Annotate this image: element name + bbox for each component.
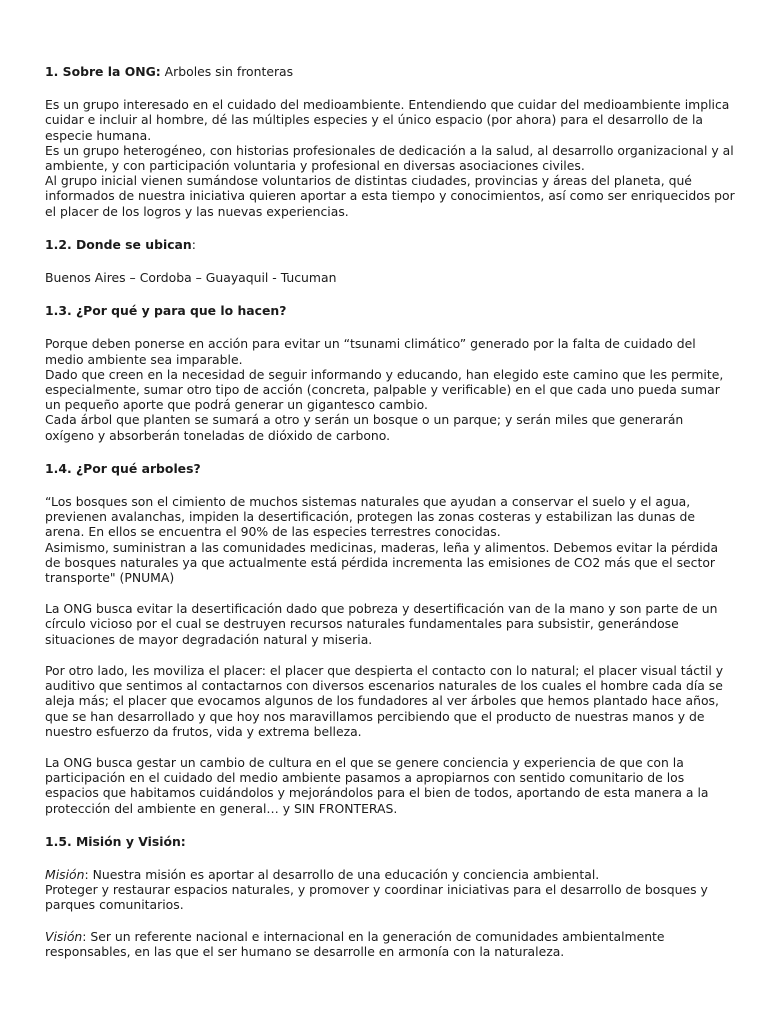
mission-label: Misión	[45, 866, 85, 882]
section-1-paragraph: Al grupo inicial vienen sumándose voluntarios de distintas ciudades, provincias y áreas del planeta, qué informados de nuestra iniciativa quieren aportar a esta tiempo y conocimientos, así como ser enriquecidos por el placer de los logros y las nuevas experiencias.	[45, 173, 735, 219]
section-1-body	[45, 97, 735, 219]
section-1-4-paragraph-3	[45, 663, 735, 739]
culture-change-paragraph: La ONG busca gestar un cambio de cultura en el que se genere conciencia y experiencia de que con la participación en el cuidado del medio ambiente pasamos a apropiarnos con sentido comunitario de los espacios que habitamos cuidándolos y mejorándolos para el bien de todos, aportando de esta manera a la protección del ambiente en general… y SIN FRONTERAS.	[45, 754, 709, 816]
mission-line	[45, 867, 735, 882]
quote-paragraph: “Los bosques son el cimiento de muchos sistemas naturales que ayudan a conservar el suelo y el agua, previenen avalanchas, impiden la desertificación, protegen las zonas costeras y estabilizan las dunas de arena. En ellos se encuentra el 90% de las especies terrestres conocidas.	[45, 494, 695, 540]
desertification-paragraph: La ONG busca evitar la desertificación dado que pobreza y desertificación van de la mano y son parte de un círculo vicioso por el cual se destruyen recursos naturales fundamentales para subsistir, generándose situaciones de mayor degradación natural y miseria.	[45, 601, 718, 647]
section-1-4-quote	[45, 494, 735, 585]
section-1-4-heading-bold: 1.4. ¿Por qué arboles?	[45, 460, 201, 476]
section-1-paragraph: Es un grupo interesado en el cuidado del medioambiente. Entendiendo que cuidar del medioambiente implica cuidar e incluir al hombre, dé las múltiples especies y el único espacio (por ahora) para el desarrollo de la especie humana.	[45, 97, 730, 143]
section-1-3-paragraph: Cada árbol que planten se sumará a otro y serán un bosque o un parque; y serán miles que generarán oxígeno y absorberán toneladas de dióxido de carbono.	[45, 412, 684, 443]
section-1-3-paragraph: Porque deben ponerse en acción para evitar un “tsunami climático” generado por la falta de cuidado del medio ambiente sea imparable.	[45, 336, 696, 367]
vision-text: : Ser un referente nacional e internacional en la generación de comunidades ambientalmente responsables, en las que el ser humano se desarrolle en armonía con la naturaleza.	[45, 928, 665, 959]
section-1-3-heading	[45, 303, 735, 318]
section-1-5-heading-bold: 1.5. Misión y Visión:	[45, 833, 186, 849]
section-1-2-heading-rest: :	[191, 236, 196, 252]
mission-text-2: Proteger y restaurar espacios naturales, y promover y coordinar iniciativas para el desarrollo de bosques y parques comunitarios.	[45, 882, 708, 913]
section-1-2-heading-bold: 1.2. Donde se ubican	[45, 236, 192, 252]
section-1-heading-bold: 1. Sobre la ONG:	[45, 64, 161, 79]
section-1-3-body	[45, 336, 735, 442]
vision-label: Visión	[45, 928, 83, 944]
section-1-5-heading	[45, 834, 735, 849]
section-1-heading-rest: Arboles sin fronteras	[160, 64, 294, 79]
vision-line	[45, 929, 735, 959]
section-1-4-heading	[45, 461, 735, 476]
vision-block	[45, 929, 735, 959]
section-1-4-paragraph-2	[45, 601, 735, 647]
section-1-2-body	[45, 270, 735, 285]
section-1-4-paragraph-4	[45, 755, 735, 816]
pleasure-paragraph: Por otro lado, les moviliza el placer: el placer que despierta el contacto con lo natural; el placer visual táctil y auditivo que sentimos al contactarnos con diversos escenarios naturales de los cuales el hombre cada día se aleja más; el placer que evocamos algunos de los fundadores al ver árboles que hemos plantado hace años, que se han desarrollado y que hoy nos maravillamos percibiendo que el producto de nuestras manos y de nuestro esfuerzo da frutos, vida y extrema belleza.	[45, 662, 724, 739]
section-1-3-paragraph: Dado que creen en la necesidad de seguir informando y educando, han elegido este camino que les permite, especialmente, sumar otro tipo de acción (concreta, palpable y verificable) en el que cada uno pueda sumar un pequeño aporte que podrá generar un gigantesco cambio.	[45, 366, 724, 413]
section-1-3-heading-bold: 1.3. ¿Por qué y para que lo hacen?	[45, 303, 287, 319]
mission-block	[45, 867, 735, 913]
document-page	[45, 64, 735, 977]
section-1-heading	[45, 64, 735, 79]
section-1-2-heading	[45, 237, 735, 252]
locations-text: Buenos Aires – Cordoba – Guayaquil - Tucuman	[45, 270, 337, 286]
section-1-paragraph: Es un grupo heterogéneo, con historias profesionales de dedicación a la salud, al desarrollo organizacional y al ambiente, y con participación voluntaria y profesional en diversas asociaciones civiles.	[45, 142, 734, 174]
quote-paragraph: Asimismo, suministran a las comunidades medicinas, maderas, leña y alimentos. Debemos evitar la pérdida de bosques naturales ya que actualmente está pérdida incrementa las emisiones de CO2 más que el sector transporte" (PNUMA)	[45, 539, 719, 586]
mission-text: : Nuestra misión es aportar al desarrollo de una educación y conciencia ambiental.	[84, 866, 600, 882]
